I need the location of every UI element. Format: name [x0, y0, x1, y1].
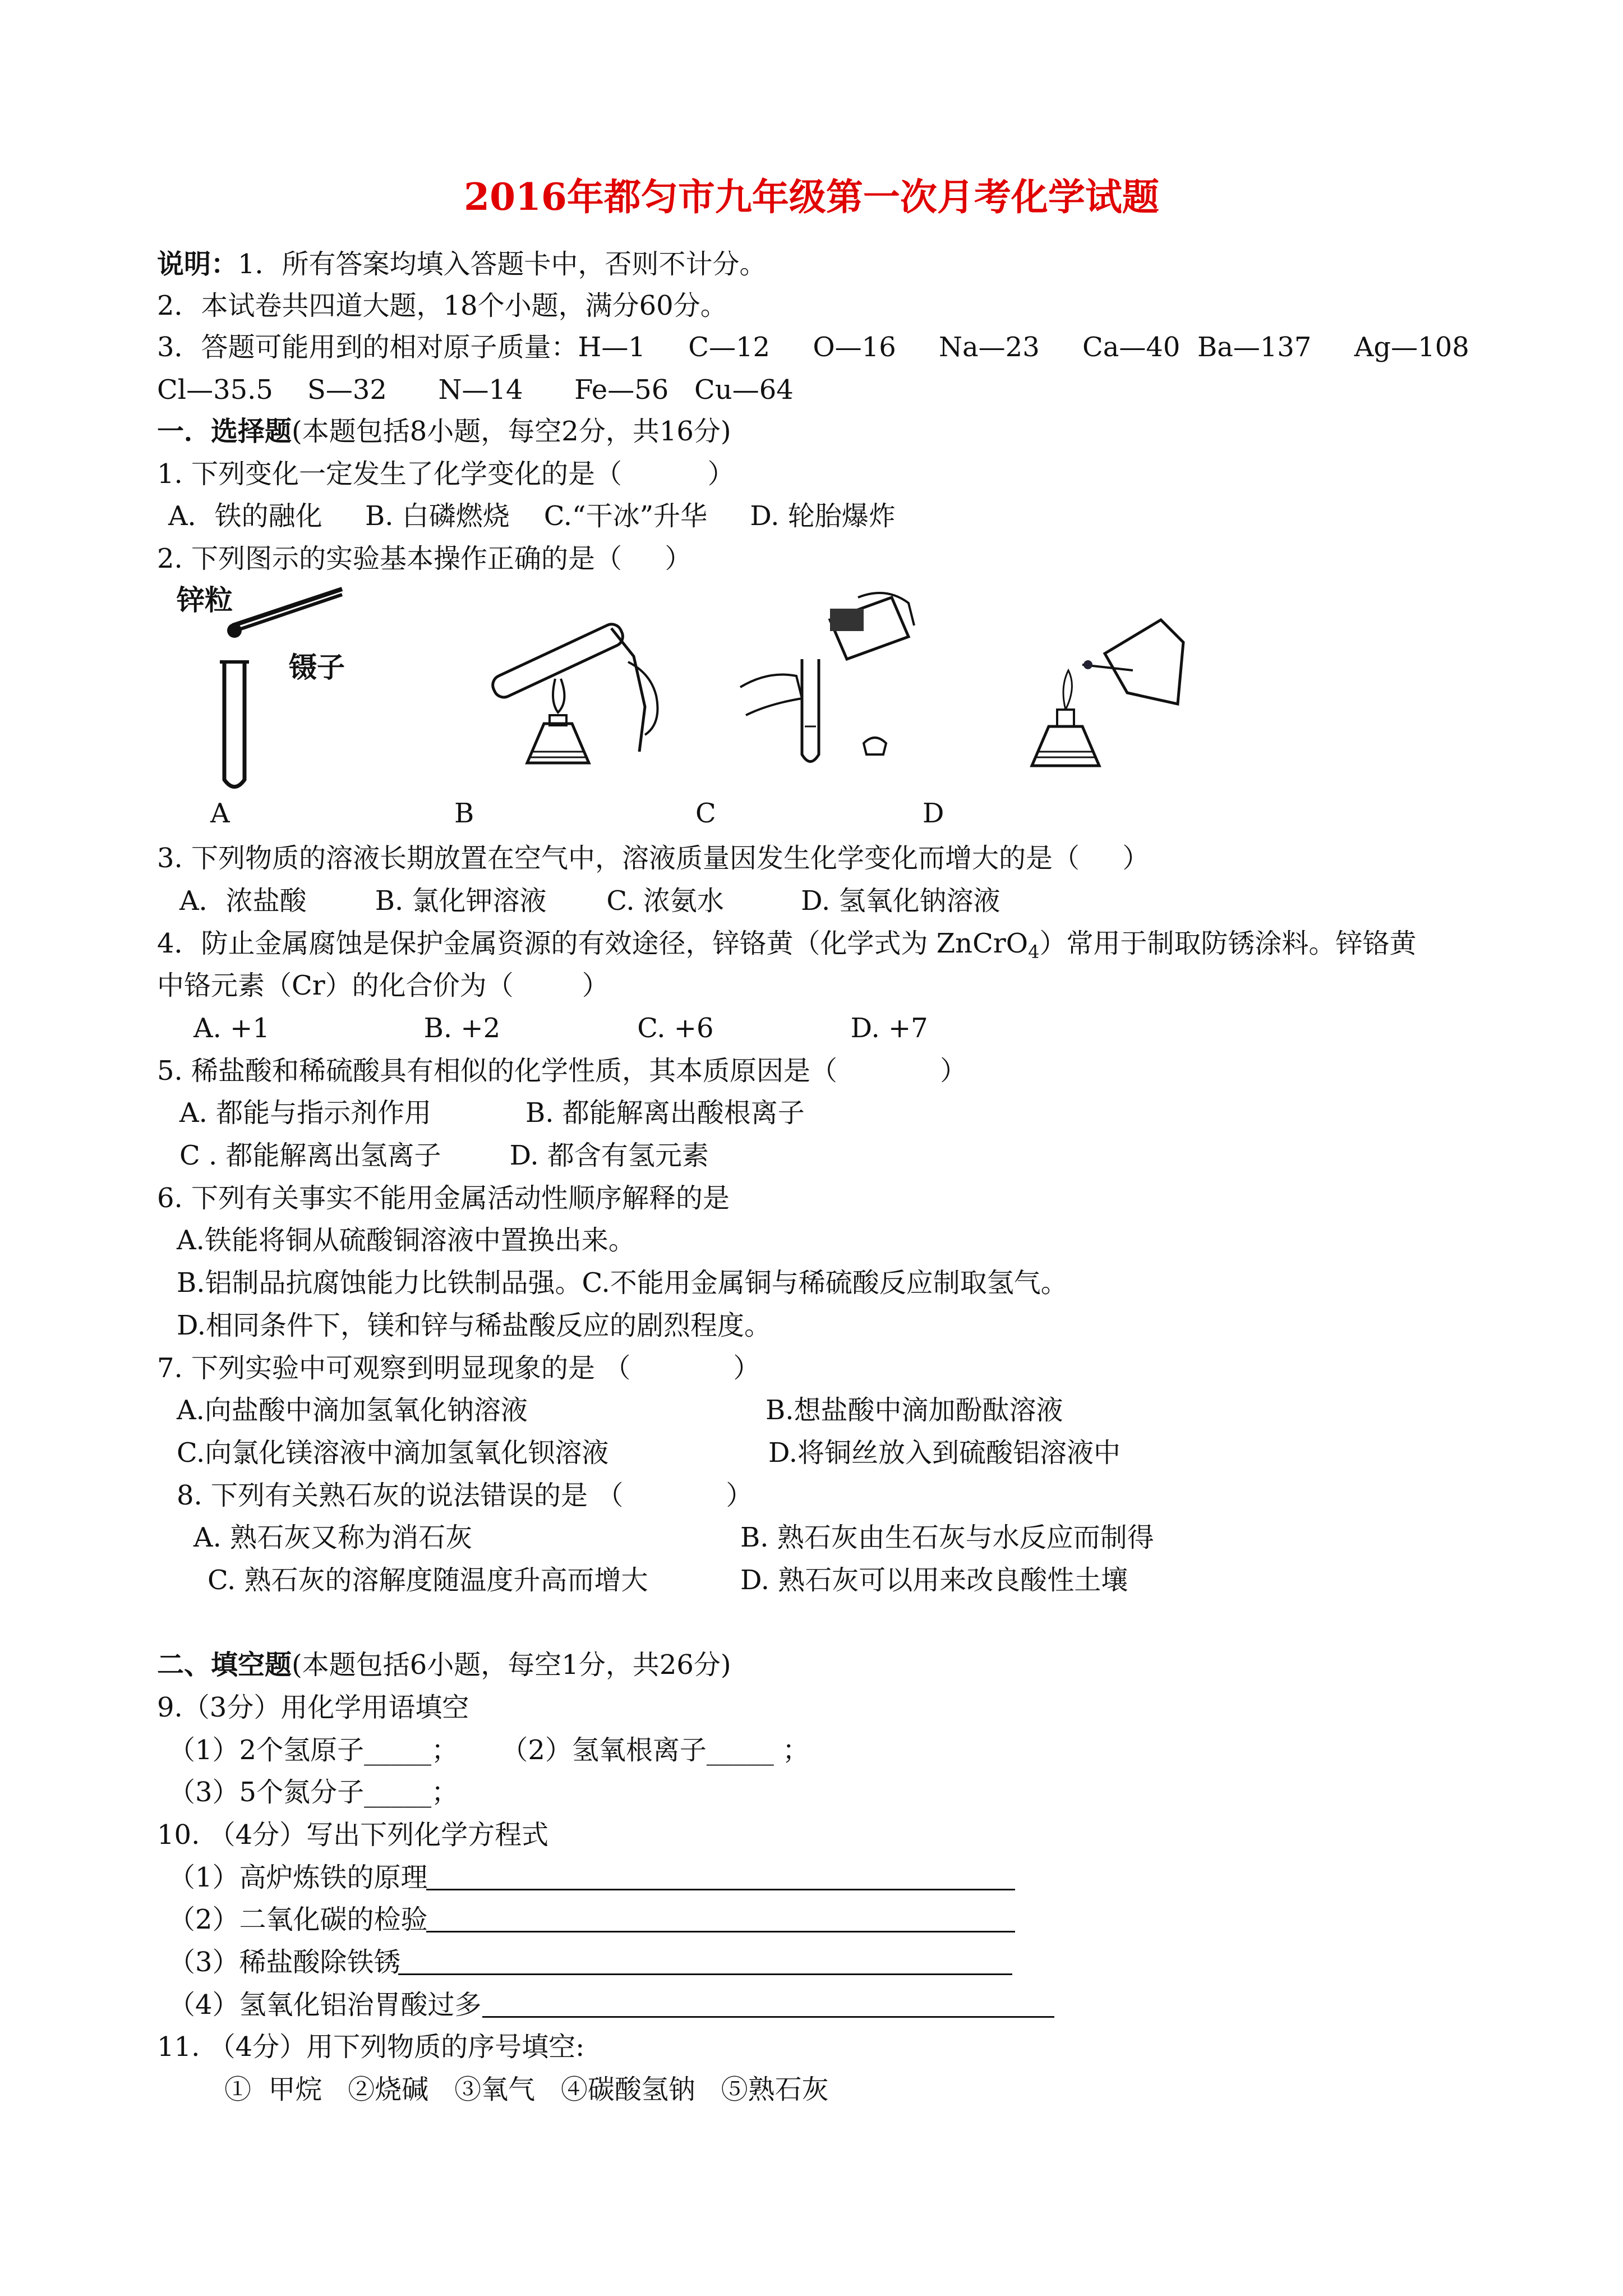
q5-options-1: A. 都能与指示剂作用 B. 都能解离出酸根离子 — [179, 1097, 805, 1129]
zinc-label: 锌粒 — [177, 584, 233, 616]
q4-options: A. +1 B. +2 C. +6 D. +7 — [193, 1013, 928, 1044]
answer-line-3 — [398, 1973, 1012, 1975]
figure-label-b: B — [454, 798, 474, 829]
section-2-heading: 二、填空题(本题包括6小题，每空1分，共26分) — [157, 1649, 731, 1681]
q10-line-4: （4）氢氧化铝治胃酸过多 — [168, 1989, 482, 2021]
q6-option-d: D.相同条件下，镁和锌与稀盐酸反应的剧烈程度。 — [177, 1310, 772, 1341]
q1-stem: 1. 下列变化一定发生了化学变化的是（ ） — [157, 458, 735, 490]
q10-line-3: （3）稀盐酸除铁锈 — [168, 1947, 401, 1978]
q10-stem: 10. （4分）写出下列化学方程式 — [157, 1819, 549, 1851]
q7-stem: 7. 下列实验中可观察到明显现象的是 （ ） — [157, 1352, 760, 1384]
q7-option-a: A.向盐酸中滴加氢氧化钠溶液 — [177, 1395, 528, 1426]
q6-stem: 6. 下列有关事实不能用金属活动性顺序解释的是 — [157, 1182, 730, 1214]
q7-option-b: B.想盐酸中滴加酚酞溶液 — [766, 1395, 1063, 1426]
figure-label-d: D — [923, 798, 944, 829]
q11-items: ① 甲烷 ②烧碱 ③氧气 ④碳酸氢钠 ⑤熟石灰 — [224, 2074, 829, 2105]
q1-options: A．铁的融化 B. 白磷燃烧 C.“干冰”升华 D. 轮胎爆炸 — [168, 500, 896, 532]
q7-option-c: C.向氯化镁溶液中滴加氢氧化钡溶液 — [177, 1437, 609, 1469]
note-2: 2．本试卷共四道大题，18个小题，满分60分。 — [157, 290, 727, 321]
note-label: 说明： — [157, 249, 238, 280]
section-1-heading: 一．选择题(本题包括8小题，每空2分，共16分) — [157, 416, 731, 447]
tweezers-label: 镊子 — [289, 651, 345, 684]
q9-stem: 9.（3分）用化学用语填空 — [157, 1692, 469, 1723]
q5-options-2: C . 都能解离出氢离子 D. 都含有氢元素 — [179, 1140, 709, 1171]
figure-label-a: A — [210, 798, 230, 829]
figure-d — [998, 609, 1200, 783]
q4-stem-cont: 中铬元素（Cr）的化合价为（ ） — [157, 970, 609, 1001]
q6-option-a: A.铁能将铜从硫酸铜溶液中置换出来。 — [177, 1225, 635, 1256]
q9-line-2: （3）5个氮分子_____； — [168, 1777, 459, 1808]
q4-stem: 4．防止金属腐蚀是保护金属资源的有效途径，锌铬黄（化学式为 ZnCrO$_4$）常用于制取防锈涂料。锌铬黄 — [157, 928, 1417, 963]
answer-line-1 — [426, 1889, 1015, 1890]
q8-option-c: C. 熟石灰的溶解度随温度升高而增大 — [208, 1565, 648, 1596]
q3-options: A．浓盐酸 B. 氯化钾溶液 C. 浓氨水 D. 氢氧化钠溶液 — [179, 885, 1000, 917]
figure-label-c: C — [695, 798, 716, 829]
note-3-cont: Cl—35.5 S—32 N—14 Fe—56 Cu—64 — [157, 374, 794, 406]
q6-option-b: B.铝制品抗腐蚀能力比铁制品强。C.不能用金属铜与稀硫酸反应制取氢气。 — [177, 1267, 1068, 1299]
q8-stem: 8. 下列有关熟石灰的说法错误的是 （ ） — [177, 1480, 753, 1511]
q8-option-d: D. 熟石灰可以用来改良酸性土壤 — [740, 1565, 1128, 1596]
q11-stem: 11. （4分）用下列物质的序号填空: — [157, 2031, 585, 2063]
q7-option-d: D.将铜丝放入到硫酸铝溶液中 — [768, 1437, 1121, 1469]
page-title: 2016年都匀市九年级第一次月考化学试题 — [464, 175, 1159, 219]
q8-option-a: A. 熟石灰又称为消石灰 — [193, 1522, 473, 1553]
q5-stem: 5. 稀盐酸和稀硫酸具有相似的化学性质，其本质原因是（ ） — [157, 1055, 967, 1087]
note-1: 说明：1．所有答案均填入答题卡中，否则不计分。 — [157, 249, 767, 280]
figure-b — [471, 595, 684, 785]
q9-line-1: （1）2个氢原子_____； （2）氢氧根离子_____ ； — [168, 1734, 810, 1766]
answer-line-4 — [482, 2016, 1054, 2018]
q10-line-1: （1）高炉炼铁的原理 — [168, 1862, 428, 1893]
note-3: 3．答题可能用到的相对原子质量：H—1 C—12 O—16 Na—23 Ca—40 Ba—137 Ag—108 — [157, 332, 1469, 363]
q8-option-b: B. 熟石灰由生石灰与水反应而制得 — [740, 1522, 1154, 1553]
answer-line-2 — [426, 1931, 1015, 1932]
figure-c — [718, 586, 942, 788]
q2-stem: 2. 下列图示的实验基本操作正确的是（ ） — [157, 543, 692, 574]
q10-line-2: （2）二氧化碳的检验 — [168, 1904, 428, 1935]
q3-stem: 3. 下列物质的溶液长期放置在空气中，溶液质量因发生化学变化而增大的是（ ） — [157, 843, 1150, 874]
